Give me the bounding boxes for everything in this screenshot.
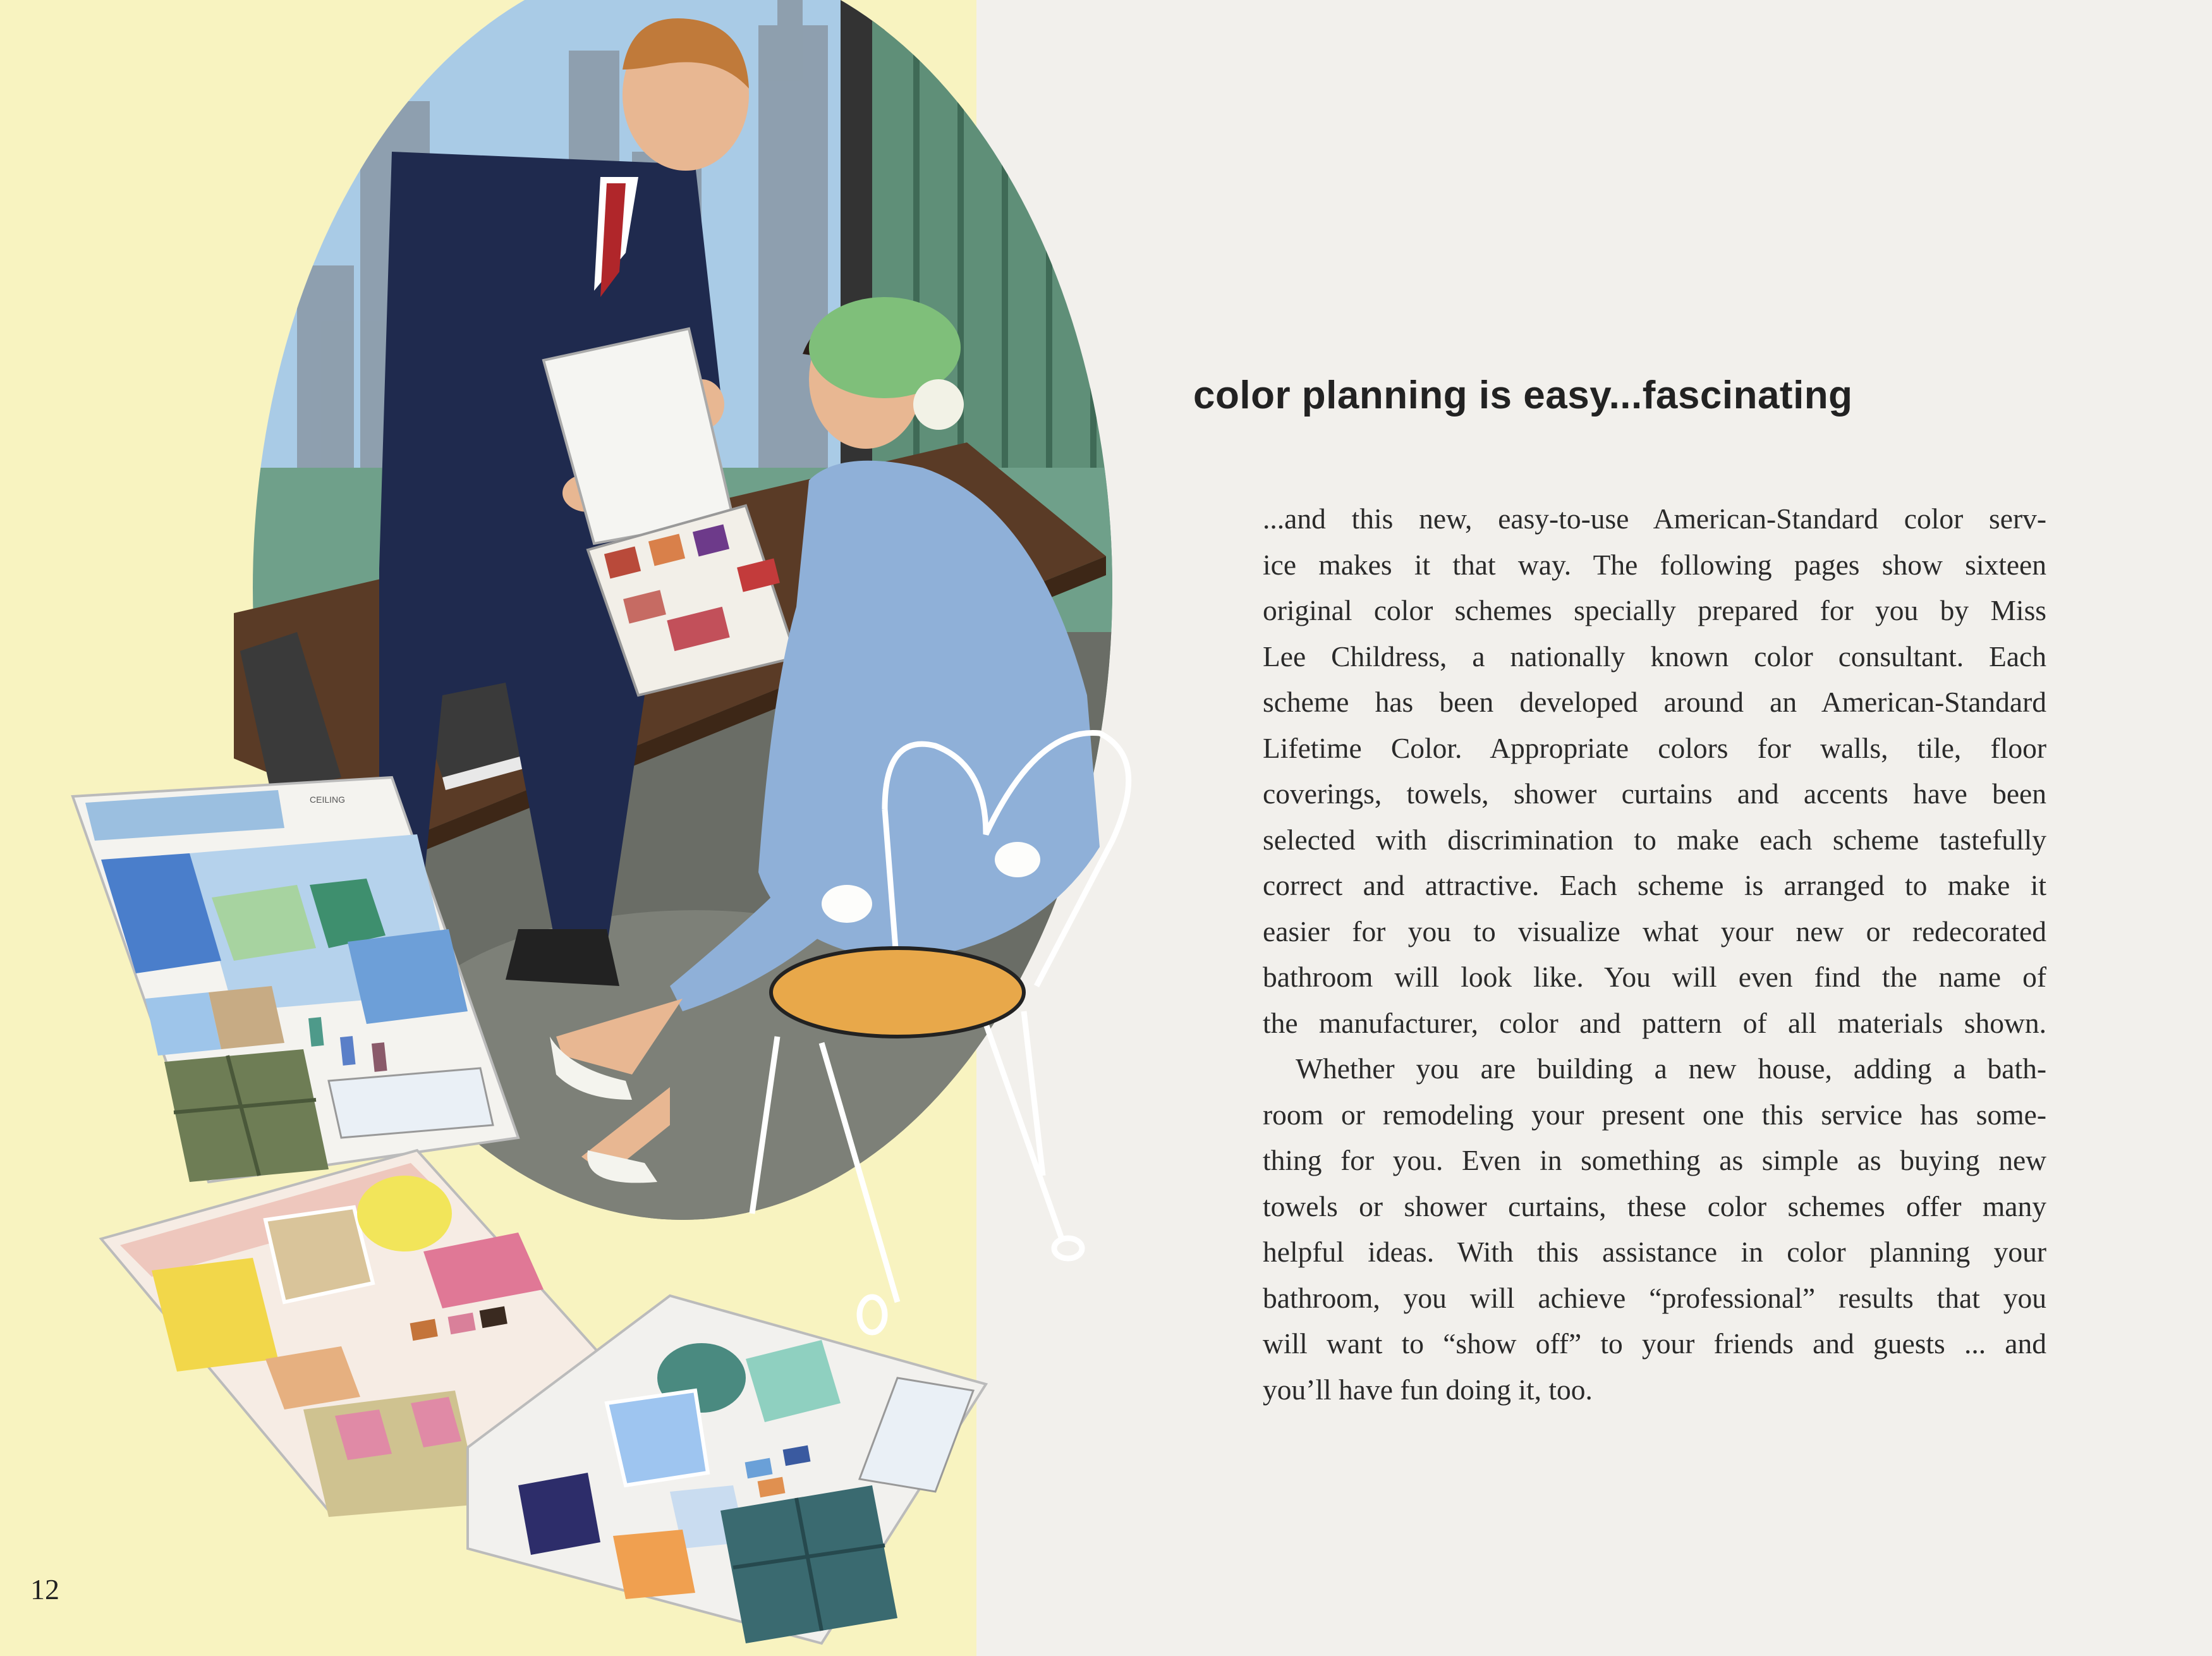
body-line: helpful ideas. With this assistance in color planning your	[1263, 1236, 2046, 1268]
body-line: Whether you are building a new house, adding a bath-	[1296, 1052, 2046, 1085]
body-line: thing for you. Even in something as simple as buying new	[1263, 1144, 2046, 1176]
body-copy	[1263, 496, 2046, 1413]
body-line: ice makes it that way. The following pages show sixteen	[1263, 548, 2046, 581]
body-line: towels or shower curtains, these color schemes offer many	[1263, 1190, 2046, 1222]
body-line: coverings, towels, shower curtains and accents have been	[1263, 777, 2046, 810]
body-line: the manufacturer, color and pattern of all materials shown.	[1263, 1006, 2046, 1039]
body-line: selected with discrimination to make each scheme tastefully	[1263, 823, 2046, 856]
card-label-ceiling: CEILING	[310, 795, 346, 805]
body-line: correct and attractive. Each scheme is arranged to make it	[1263, 869, 2046, 901]
body-line: room or remodeling your present one this service has some-	[1263, 1098, 2046, 1131]
page-headline: color planning is easy...fascinating	[1193, 374, 1853, 417]
body-line: bathroom will look like. You will even find the name of	[1263, 961, 2046, 993]
body-line: will want to “show off” to your friends and guests ... and	[1263, 1327, 2046, 1360]
body-line: Lee Childress, a nationally known color consultant. Each	[1263, 640, 2046, 673]
body-line: you’ll have fun doing it, too.	[1263, 1373, 1593, 1406]
body-line: scheme has been developed around an American-Standard	[1263, 686, 2046, 718]
body-line: bathroom, you will achieve “professional” results that you	[1263, 1281, 2046, 1314]
chair-seat	[771, 948, 1024, 1037]
page-number: 12	[30, 1573, 59, 1605]
body-line: Lifetime Color. Appropriate colors for walls, tile, floor	[1263, 731, 2046, 764]
body-line: ...and this new, easy-to-use American-Standard color serv-	[1263, 502, 2046, 535]
body-line: easier for you to visualize what your new or redecorated	[1263, 915, 2046, 947]
body-line: original color schemes specially prepared for you by Miss	[1263, 594, 2046, 626]
